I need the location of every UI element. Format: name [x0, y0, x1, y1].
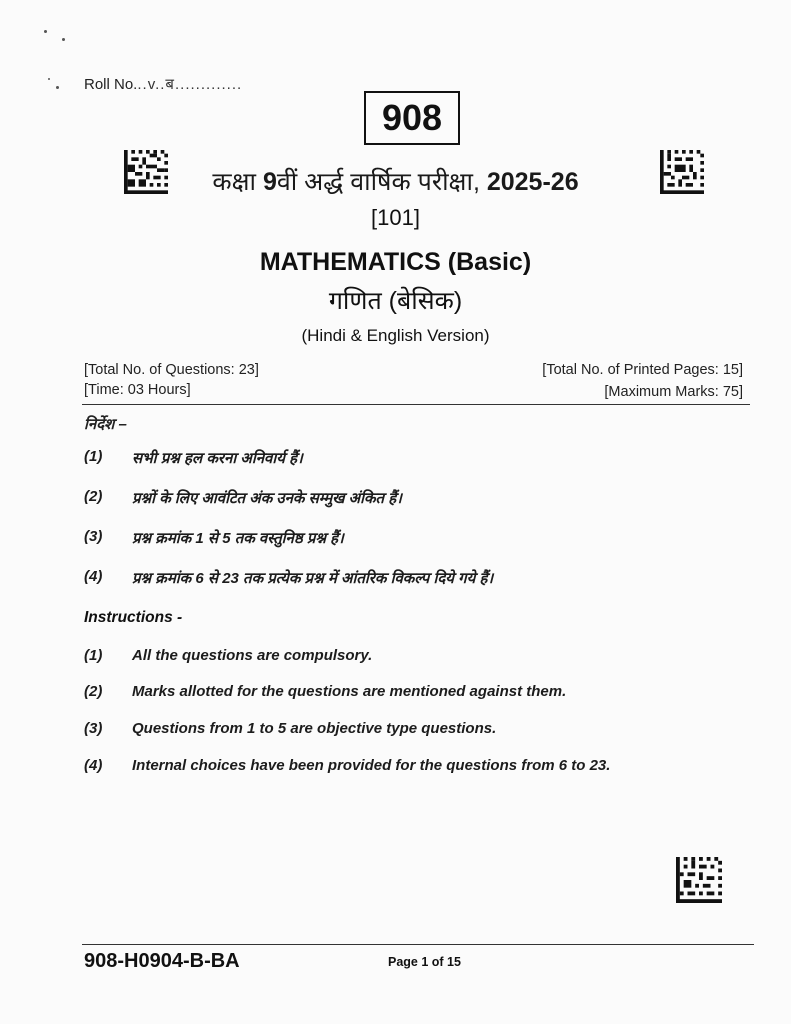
hindi-instructions-heading: निर्देश – [84, 416, 127, 433]
scan-speck [56, 86, 59, 89]
total-pages: [Total No. of Printed Pages: 15] [542, 362, 743, 378]
paper-code: 908 [381, 97, 443, 138]
booklet-code: 908-H0904-B-BA [84, 950, 240, 972]
instruction-number: (1) [84, 647, 103, 664]
roll-number [84, 74, 242, 94]
instruction-number: (2) [84, 683, 103, 700]
english-instruction-item [84, 683, 566, 700]
roll-label: Roll No. [84, 76, 138, 93]
subject-title-english: MATHEMATICS (Basic) [259, 248, 532, 276]
page-number: Page 1 of 15 [388, 955, 461, 969]
english-instruction-item [84, 720, 496, 737]
qr-code-icon [676, 856, 722, 904]
instruction-number: (4) [84, 568, 103, 585]
footer-divider [82, 944, 754, 945]
instruction-text: प्रश्न क्रमांक 1 से 5 तक वस्तुनिष्ठ प्रश्न हैं। [132, 530, 344, 547]
roll-value: ..v..ब............. [137, 76, 243, 93]
instruction-text: Marks allotted for the questions are mentioned against them. [132, 683, 567, 700]
exam-title-mid: वीं अर्द्ध वार्षिक परीक्षा, [276, 168, 487, 196]
scan-speck [62, 38, 65, 41]
instruction-number: (1) [84, 448, 103, 465]
english-instruction-item [84, 757, 610, 774]
hindi-instruction-item [84, 448, 303, 468]
exam-title-year: 2025-26 [486, 168, 579, 196]
total-questions: [Total No. of Questions: 23] [84, 362, 259, 378]
hindi-instruction-item [84, 568, 493, 588]
instruction-text: All the questions are compulsory. [132, 647, 373, 664]
exam-title-class: 9 [262, 168, 277, 196]
hindi-instruction-item [84, 488, 402, 508]
hindi-instruction-item [84, 528, 344, 548]
maximum-marks: [Maximum Marks: 75] [604, 384, 743, 400]
version-label: (Hindi & English Version) [301, 326, 490, 345]
instruction-number: (3) [84, 720, 103, 737]
instruction-text: Questions from 1 to 5 are objective type questions. [132, 720, 497, 737]
subject-code: [101] [371, 205, 420, 230]
instruction-text: प्रश्नों के लिए आवंटित अंक उनके सम्मुख अंकित हैं। [132, 490, 402, 507]
header-divider [82, 404, 750, 405]
instruction-text: Internal choices have been provided for the questions from 6 to 23. [132, 757, 611, 774]
scan-speck [44, 30, 47, 33]
instruction-text: सभी प्रश्न हल करना अनिवार्य हैं। [132, 450, 303, 467]
time-allowed: [Time: 03 Hours] [84, 382, 191, 398]
instruction-number: (4) [84, 757, 103, 774]
exam-title [0, 164, 791, 198]
exam-title-prefix: कक्षा [212, 168, 263, 196]
english-instruction-item [84, 647, 372, 664]
instruction-text: प्रश्न क्रमांक 6 से 23 तक प्रत्येक प्रश्न में आंतरिक विकल्प दिये गये हैं। [132, 570, 494, 587]
paper-code-box [364, 91, 460, 145]
english-instructions-heading: Instructions - [84, 609, 183, 626]
subject-title-hindi: गणित (बेसिक) [328, 287, 463, 315]
instruction-number: (3) [84, 528, 103, 545]
instruction-number: (2) [84, 488, 103, 505]
scan-speck [48, 78, 50, 80]
